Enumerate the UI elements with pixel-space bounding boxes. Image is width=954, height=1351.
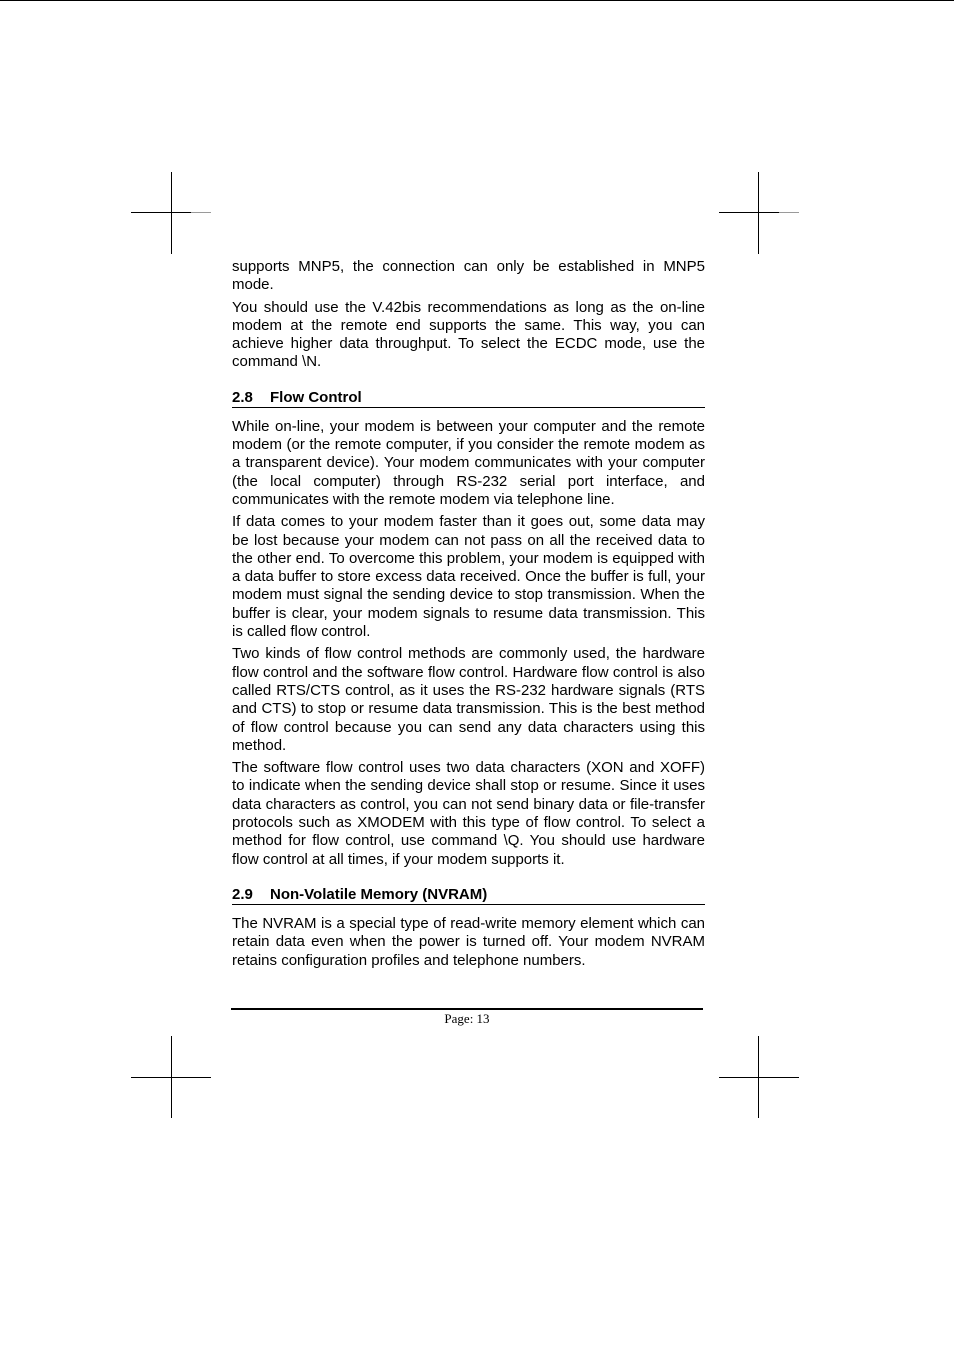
paragraph: The software flow control uses two data characters (XON and XOFF) to indicate when the sending device shall stop or resume. Since it uses data characters as control, you can not send binary data or file-transfer protocols such as XMODEM with this type of flow control. To select a method for flow control, use command \Q. You should use hardware flow control at all times, if your modem supports it. (232, 759, 705, 868)
crop-mark-top-left-tail (191, 212, 211, 213)
paragraph: If data comes to your modem faster than it goes out, some data may be lost because your modem can not pass on all the received data to the other end. To overcome this problem, your modem is equipped with a data buffer to store excess data received. Once the buffer is full, your modem must signal the sending device to stop transmission. When the buffer is clear, your modem signals to resume data transmission. This is called flow control. (232, 513, 705, 641)
page-body (232, 258, 705, 974)
crop-mark-bottom-right-horizontal (719, 1077, 799, 1078)
crop-mark-top-right-vertical (758, 172, 759, 254)
section-heading-flow-control (232, 389, 705, 408)
page-top-rule (0, 0, 954, 1)
section-number: 2.8 (232, 388, 253, 406)
section-heading-nvram (232, 886, 705, 905)
paragraph: Two kinds of flow control methods are commonly used, the hardware flow control and the software flow control. Hardware flow control is also called RTS/CTS control, as it uses the RS-232 hardware signals (RTS and CTS) to stop or resume data transmission. This is the best method of flow control because you can send any data characters using this method. (232, 645, 705, 754)
section-title: Flow Control (270, 388, 362, 406)
crop-mark-bottom-left-horizontal (131, 1077, 211, 1078)
footer-rule (231, 1008, 703, 1010)
section-title: Non-Volatile Memory (NVRAM) (270, 885, 488, 903)
paragraph: The NVRAM is a special type of read-write memory element which can retain data even when the power is turned off. Your modem NVRAM retains configuration profiles and telephone numbers. (232, 914, 705, 969)
section-number: 2.9 (232, 885, 253, 903)
paragraph: You should use the V.42bis recommendations as long as the on-line modem at the remote end supports the same. This way, you can achieve higher data throughput. To select the ECDC mode, use the command \N. (232, 298, 705, 371)
crop-mark-top-left-vertical (171, 172, 172, 254)
crop-mark-top-right-tail (779, 212, 799, 213)
paragraph: While on-line, your modem is between your computer and the remote modem (or the remote computer, if you consider the remote modem as a transparent device). Your modem communicates with your computer (the local computer) through RS-232 serial port interface, and communicates with the remote modem via telephone line. (232, 417, 705, 508)
paragraph: supports MNP5, the connection can only be established in MNP5 mode. (232, 258, 705, 294)
page-number: Page: 13 (444, 1011, 490, 1026)
